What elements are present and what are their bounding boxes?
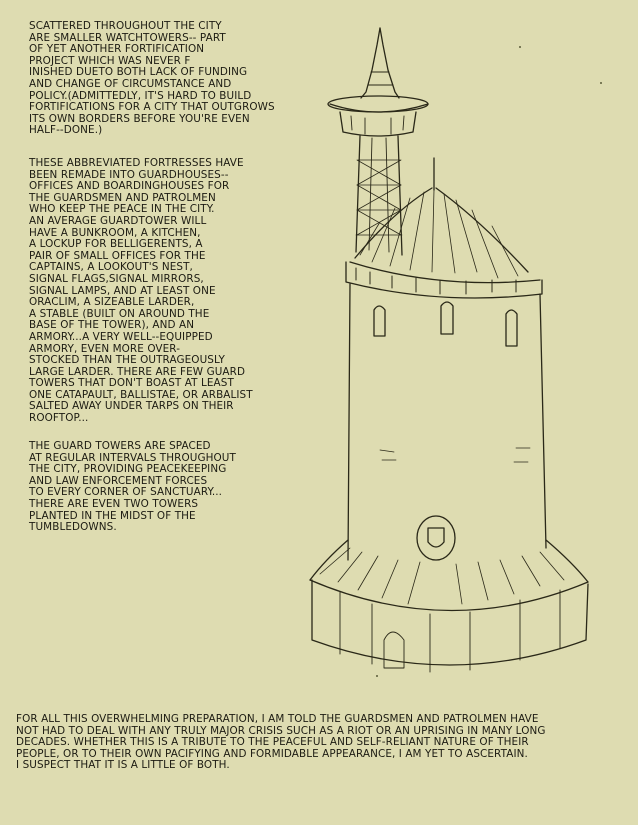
- speck: [600, 82, 602, 84]
- fortress-paragraph: THESE ABBREVIATED FORTRESSES HAVE BEEN REMADE INTO GUARDHOUSES-- OFFICES AND BOARDINGHOUSES FOR THE GUARDSMEN AND PATROLMEN WHO KEEP THE PEACE IN THE CITY. AN AVERAGE GUARDTOWER WILL HAVE A BUNKROOM, A KITCHEN, A LOCKUP FOR BELLIGERENTS, A PAIR OF SMALL OFFICES FOR THE CAPTAINS, A LOOKOUT'S NEST, SIGNAL FLAGS,SIGNAL MIRRORS, SIGNAL LAMPS, AND AT LEAST ONE ORACLIM, A SIZEABLE LARDER, A STABLE (BUILT ON AROUND THE BASE OF THE TOWER), AND AN ARMORY...A VERY WELL--EQUIPPED ARMORY, EVEN MORE OVER- STOCKED THAN THE OUTRAGEOUSLY LARGE LARDER. THERE ARE FEW GUARD TOWERS THAT DON'T BOAST AT LEAST ONE CATAPAULT, BALLISTAE, OR ARBALIST SALTED AWAY UNDER TARPS ON THEIR ROOFTOP...: [29, 157, 253, 425]
- towers-paragraph: THE GUARD TOWERS ARE SPACED AT REGULAR INTERVALS THROUGHOUT THE CITY, PROVIDING PEACEKEEPING AND LAW ENFORCEMENT FORCES TO EVERY CORNER OF SANCTUARY... THERE ARE EVEN TWO TOWERS PLANTED IN THE MIDST OF THE TUMBLEDOWNS.: [29, 440, 236, 534]
- intro-paragraph: SCATTERED THROUGHOUT THE CITY ARE SMALLER WATCHTOWERS-- PART OF YET ANOTHER FORTIFICATION PROJECT WHICH WAS NEVER F INISHED DUETO BOTH LACK OF FUNDING AND CHANGE OF CIRCUMSTANCE AND POLICY.(ADMITTEDLY, IT'S HARD TO BUILD FORTIFICATIONS FOR A CITY THAT OUTGROWS ITS OWN BORDERS BEFORE YOU'RE EVEN HALF--DONE.): [29, 20, 275, 137]
- guard-tower-sketch: [300, 20, 600, 690]
- closing-paragraph: FOR ALL THIS OVERWHELMING PREPARATION, I AM TOLD THE GUARDSMEN AND PATROLMEN HAVE NOT HAD TO DEAL WITH ANY TRULY MAJOR CRISIS SUCH AS A RIOT OR AN UPRISING IN MANY LONG DECADES. WHETHER THIS IS A TRIBUTE TO THE PEACEFUL AND SELF-RELIANT NATURE OF THEIR PEOPLE, OR TO THEIR OWN PACIFYING AND FORMIDABLE APPEARANCE, I AM YET TO ASCERTAIN. I SUSPECT THAT IT IS A LITTLE OF BOTH.: [16, 713, 546, 772]
